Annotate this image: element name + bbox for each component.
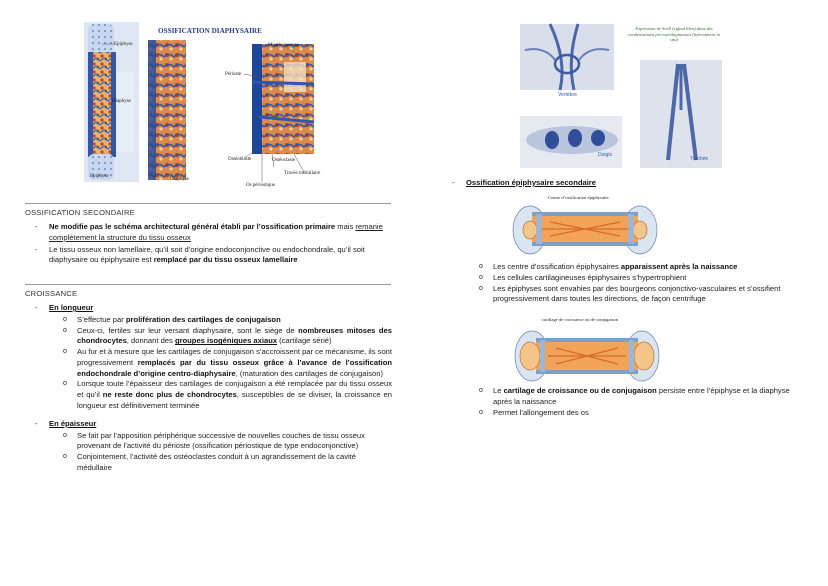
ossification-diaphysaire-figure — [84, 22, 346, 188]
list-item-bold: prolifération des cartilages de conjugaison — [125, 314, 281, 324]
list-item-bold: ne reste donc plus de chondrocytes — [102, 390, 237, 400]
list-item-text: Les centre d’ossification épiphysaires — [493, 262, 621, 271]
section-title-ossification-epiphysaire — [449, 178, 789, 189]
list-item-bold: Ne modifie pas le schéma architectural général établi par l’ossification primaire — [49, 222, 336, 231]
list-item-text: Au fur et à mesure que les cartilages de conjugaison s’accroissent par ce mécanisme, ils sont progressivement — [77, 347, 392, 367]
croissance-list — [32, 303, 392, 474]
list-item-bold-underline: groupes isogéniques axiaux — [174, 336, 278, 346]
list-item: o Conjointement, l’activité des ostéoclastes conduit à un agrandissement de la cavité médullaire — [61, 452, 392, 474]
list-item — [61, 379, 392, 411]
list-item-bold: remplacés par du tissu osseux grâce à l’avance de l’ossification endochondrale d’origine centro-diaphysaire — [77, 357, 392, 378]
list-item-bold: cartilage de croissance ou de conjugaison — [503, 386, 657, 395]
divider-top — [25, 203, 391, 204]
list-item-text: (cartilage sérié) — [277, 336, 332, 346]
sox9-handwritten-note: Expression de Sox9 (signal bleu) dans des condensations pré-cartilagineuses (hybridation in situ) — [628, 26, 720, 42]
caption-trachee: Trachée — [690, 156, 709, 162]
epaisseur-sublist — [61, 431, 392, 474]
bone-diagram-centre-ossification — [510, 192, 660, 258]
label-perioste: Périoste — [225, 72, 242, 77]
list-item: o Se fait par l’apposition périphérique successive de nouvelles couches de tissu osseux provenant de l’activité du périoste (ossification périostique de type endoconjonctive) — [61, 431, 392, 453]
list-item: o Permet l’allongement des os — [477, 408, 807, 419]
sox9-figure — [520, 20, 722, 168]
list-item-text: Ceux-ci, fertiles sur leur versant diaphysaire, sont le siège de — [77, 325, 299, 335]
list-item-text: Lorsque toute l’épaisseur des cartilages de conjugaison a été remplacée par du tissu osseux et qu’il — [77, 379, 392, 400]
right-section-heading-list — [449, 178, 789, 189]
bone-diagram-2-illustration — [512, 314, 662, 384]
bone-diagram-cartilage-conjugaison — [512, 314, 662, 384]
list-item-en-epaisseur — [32, 419, 392, 474]
list-item-bold: remplacé par du tissu osseux lamellaire — [153, 255, 298, 265]
diagram2-label: cartilage de croissance ou de conjugaison — [542, 317, 619, 322]
list-item-text: persiste entre l’épiphyse et la diaphyse après la naissance — [493, 386, 790, 406]
list-item: o Les épiphyses sont envahies par des bourgeons conjonctivo-vasculaires et s’ossifient progressivement dans toutes les directions, de façon centrifuge — [477, 284, 807, 306]
label-osteoclaste: Ostéoclaste — [272, 158, 296, 163]
label-travee-medullaire: Travée médullaire — [284, 171, 321, 176]
label-osteoblaste: Ostéoblaste — [228, 157, 252, 162]
label-os-periostique: Os périostique — [246, 183, 276, 188]
section-title-text: Ossification épiphysaire secondaire — [466, 178, 596, 187]
list-item — [477, 262, 807, 273]
list-item-text: Le tissu osseux non lamellaire, qu’il soit d’origine endoconjonctive ou endochondrale, qu’il soit diaphysaire ou épiphysaire est — [49, 244, 365, 265]
list-item-text: , (maturation des cartilages de conjugaison) — [235, 368, 383, 378]
right-bullets-2 — [477, 386, 807, 418]
list-item-bold: apparaissent après la naissance — [620, 262, 738, 271]
caption-doigts: Doigts — [598, 152, 613, 158]
section-title-ossification-secondaire: OSSIFICATION SECONDAIRE — [25, 208, 135, 217]
list-item — [32, 245, 388, 267]
right-bullets-1 — [477, 262, 807, 305]
list-item-text: , donnant des — [126, 336, 175, 346]
label-moelle-osseuse: Moelle osseuse — [268, 43, 299, 48]
list-item: o Les cellules cartilagineuses épiphysaires s’hypertrophient — [477, 273, 807, 284]
longueur-sublist — [61, 315, 392, 412]
list-item-underline: remanie complètement la structure du tissu osseux — [49, 222, 383, 242]
list-item — [61, 315, 392, 326]
list-item — [61, 326, 392, 348]
list-item-text: S’effectue par — [77, 314, 126, 324]
label-epiphyse-bottom: Epiphyse — [90, 174, 109, 179]
list-item — [477, 386, 807, 408]
diagram1-label: Centre d’ossification épiphysaire — [548, 195, 609, 200]
label-diaphyse-bottom: Diaphyse — [170, 177, 189, 182]
subheading-en-epaisseur: En épaisseur — [49, 418, 97, 428]
bone-diagram-1-illustration — [510, 192, 660, 258]
list-item-bold: nombreuses mitoses des chondrocytes — [77, 325, 392, 346]
divider-middle — [25, 284, 391, 285]
ossification-secondaire-list — [32, 222, 388, 266]
list-item-text: Le — [493, 386, 504, 395]
list-item — [32, 222, 388, 244]
ossification-diaphysaire-title: OSSIFICATION DIAPHYSAIRE — [158, 27, 262, 35]
label-diaphyse-left: Diaphyse — [112, 99, 131, 104]
subheading-en-longueur: En longueur — [49, 303, 94, 312]
list-item-en-longueur — [32, 303, 392, 412]
label-epiphyse-top: Epiphyse — [114, 42, 133, 47]
list-item-text: , susceptibles de se diviser, la croissance en longueur est définitivement terminée — [77, 390, 392, 411]
caption-vertebre: Vertèbre — [558, 92, 577, 98]
list-item-text: mais — [335, 222, 356, 231]
list-item — [61, 347, 392, 379]
section-title-croissance: CROISSANCE — [25, 289, 78, 298]
